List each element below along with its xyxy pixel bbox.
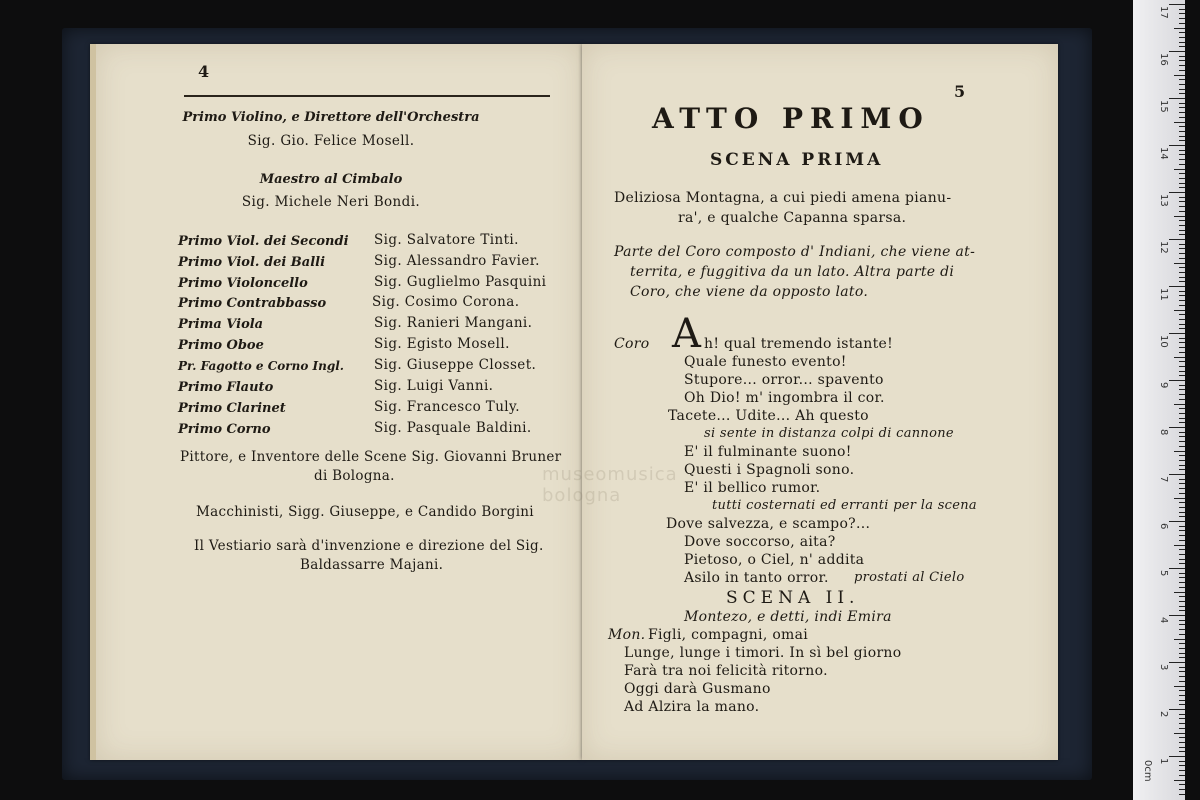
ruler-tick [1179, 136, 1185, 137]
ruler-tick [1179, 643, 1185, 644]
ruler-tick [1169, 98, 1185, 99]
roster-name: Sig. Alessandro Favier. [374, 253, 540, 269]
ruler-tick [1179, 234, 1185, 235]
ruler-tick [1179, 244, 1185, 245]
ruler-tick [1179, 258, 1185, 259]
ruler-tick [1179, 465, 1185, 466]
painter-credit-line2: di Bologna. [314, 468, 395, 484]
ruler-tick [1179, 107, 1185, 108]
ruler-tick [1179, 653, 1185, 654]
ruler-tick [1179, 667, 1185, 668]
ruler-tick [1179, 361, 1185, 362]
ruler-number: 6 [1158, 523, 1169, 530]
ruler-tick [1174, 780, 1185, 781]
act-title: ATTO PRIMO [652, 102, 930, 135]
ruler-tick [1179, 540, 1185, 541]
ruler-tick [1179, 385, 1185, 386]
verse-line: Dove soccorso, aita? [684, 534, 836, 550]
ruler-tick [1179, 441, 1185, 442]
ruler-tick [1179, 352, 1185, 353]
roster-role: Primo Oboe [178, 338, 264, 353]
ruler-tick [1179, 751, 1185, 752]
ruler-tick [1179, 23, 1185, 24]
ruler-tick [1179, 131, 1185, 132]
ruler-tick [1179, 610, 1185, 611]
ruler-number: 3 [1158, 664, 1169, 671]
ruler-tick [1179, 314, 1185, 315]
roster-name: Sig. Egisto Mosell. [374, 336, 510, 352]
ruler-tick [1179, 737, 1185, 738]
verse-line: Dove salvezza, e scampo?... [666, 516, 871, 532]
ruler-tick [1179, 183, 1185, 184]
ruler-tick [1179, 714, 1185, 715]
ruler-tick [1179, 582, 1185, 583]
ruler-tick [1179, 338, 1185, 339]
ruler-tick [1179, 154, 1185, 155]
ruler-tick [1179, 718, 1185, 719]
ruler-tick [1179, 399, 1185, 400]
roster-role: Primo Viol. dei Balli [178, 255, 326, 270]
left-page [90, 44, 582, 760]
ruler-tick [1179, 634, 1185, 635]
ruler-tick [1179, 342, 1185, 343]
ruler-tick [1179, 436, 1185, 437]
museum-watermark: museomusica bologna [542, 464, 678, 506]
ruler-tick [1179, 126, 1185, 127]
stage-direction: prostati al Cielo [854, 570, 965, 585]
roster-name: Sig. Luigi Vanni. [374, 378, 494, 394]
orchestra-director-role: Primo Violino, e Direttore dell'Orchestra [182, 110, 480, 125]
ruler-tick [1179, 328, 1185, 329]
ruler-number: 9 [1158, 382, 1169, 389]
ruler-number: 17 [1158, 6, 1169, 19]
ruler-number: 8 [1158, 429, 1169, 436]
ruler-tick [1179, 728, 1185, 729]
ruler-tick [1169, 662, 1185, 663]
ruler-tick [1179, 460, 1185, 461]
ruler-tick [1179, 516, 1185, 517]
ruler-number: 4 [1158, 617, 1169, 624]
ruler-tick [1179, 89, 1185, 90]
stage-direction: si sente in distanza colpi di cannone [704, 426, 954, 441]
ruler-tick [1179, 295, 1185, 296]
ruler-tick [1179, 366, 1185, 367]
measuring-ruler [1133, 0, 1185, 800]
ruler-tick [1174, 310, 1185, 311]
ruler-tick [1179, 549, 1185, 550]
ruler-tick [1179, 526, 1185, 527]
roster-name: Sig. Guglielmo Pasquini [374, 274, 547, 290]
ruler-tick [1169, 709, 1185, 710]
maestro-name: Sig. Michele Neri Bondi. [241, 194, 421, 210]
ruler-tick [1179, 624, 1185, 625]
roster-role: Pr. Fagotto e Corno Ingl. [178, 359, 344, 373]
verse-line: Stupore... orror... spavento [684, 372, 884, 388]
ruler-tick [1179, 493, 1185, 494]
ruler-tick [1174, 733, 1185, 734]
ruler-tick [1179, 272, 1185, 273]
ruler-number: 5 [1158, 570, 1169, 577]
ruler-tick [1179, 789, 1185, 790]
ruler-tick [1179, 277, 1185, 278]
costume-credit-line1: Il Vestiario sarà d'invenzione e direzione del Sig. [194, 538, 544, 554]
ruler-tick [1179, 117, 1185, 118]
ruler-number: 10 [1158, 335, 1169, 348]
ruler-tick [1179, 455, 1185, 456]
ruler-number: 15 [1158, 100, 1169, 113]
ruler-tick [1169, 145, 1185, 146]
roster-role: Primo Viol. dei Secondi [178, 234, 349, 249]
verse-line: Farà tra noi felicità ritorno. [624, 663, 828, 679]
ruler-tick [1174, 75, 1185, 76]
verse-line: Oggi darà Gusmano [624, 681, 771, 697]
roster-name: Sig. Ranieri Mangani. [374, 315, 533, 331]
ruler-tick [1174, 216, 1185, 217]
setting-line1: Deliziosa Montagna, a cui piedi amena pianu- [614, 190, 952, 206]
ruler-tick [1179, 432, 1185, 433]
roster-name: Sig. Pasquale Baldini. [374, 420, 532, 436]
setting-line2: ra', e qualche Capanna sparsa. [678, 210, 907, 226]
ruler-tick [1179, 150, 1185, 151]
ruler-tick [1179, 211, 1185, 212]
ruler-tick [1179, 488, 1185, 489]
ruler-tick [1179, 507, 1185, 508]
ruler-tick [1174, 451, 1185, 452]
verse-line: Asilo in tanto orror. [684, 570, 829, 586]
ruler-tick [1169, 286, 1185, 287]
header-rule [184, 95, 550, 97]
ruler-tick [1179, 394, 1185, 395]
scene-title: SCENA PRIMA [710, 150, 884, 170]
ruler-tick [1179, 770, 1185, 771]
ruler-tick [1179, 37, 1185, 38]
speaker-mon: Mon. [608, 627, 646, 643]
ruler-tick [1179, 446, 1185, 447]
stage-direction-line1: Parte del Coro composto d' Indiani, che viene at- [614, 244, 976, 260]
ruler-number: 11 [1158, 288, 1169, 301]
ruler-tick [1174, 639, 1185, 640]
ruler-tick [1179, 103, 1185, 104]
ruler-tick [1179, 657, 1185, 658]
ruler-number: 13 [1158, 194, 1169, 207]
ruler-tick [1174, 169, 1185, 170]
ruler-tick [1179, 164, 1185, 165]
ruler-tick [1179, 794, 1185, 795]
ruler-tick [1174, 404, 1185, 405]
ruler-tick [1179, 761, 1185, 762]
roster-name: Sig. Cosimo Corona. [372, 294, 520, 310]
ruler-tick [1179, 747, 1185, 748]
roster-role: Primo Corno [178, 422, 271, 437]
ruler-tick [1179, 765, 1185, 766]
ruler-tick [1179, 206, 1185, 207]
ruler-tick [1179, 159, 1185, 160]
ruler-tick [1179, 676, 1185, 677]
ruler-tick [1174, 28, 1185, 29]
ruler-tick [1179, 324, 1185, 325]
ruler-tick [1179, 601, 1185, 602]
speaker-coro: Coro [614, 336, 650, 352]
verse-line: Oh Dio! m' ingombra il cor. [684, 390, 885, 406]
verse-line: Lunge, lunge i timori. In sì bel giorno [624, 645, 902, 661]
orchestra-director-name: Sig. Gio. Felice Mosell. [247, 133, 415, 149]
page-number: 4 [198, 62, 210, 81]
costume-credit-line2: Baldassarre Majani. [300, 557, 444, 573]
ruler-number: 7 [1158, 476, 1169, 483]
ruler-tick [1179, 502, 1185, 503]
ruler-tick [1179, 201, 1185, 202]
ruler-tick [1179, 300, 1185, 301]
ruler-number: 2 [1158, 711, 1169, 718]
ruler-tick [1179, 530, 1185, 531]
ruler-tick [1179, 84, 1185, 85]
ruler-tick [1174, 357, 1185, 358]
ruler-tick [1174, 545, 1185, 546]
verse-line: Quale funesto evento! [684, 354, 847, 370]
ruler-tick [1179, 563, 1185, 564]
stage-direction: tutti costernati ed erranti per la scena [712, 498, 977, 513]
verse-line: Figli, compagni, omai [648, 627, 809, 643]
verse-line: h! qual tremendo istante! [704, 336, 894, 352]
ruler-tick [1179, 577, 1185, 578]
page-number: 5 [954, 82, 966, 101]
ruler-tick [1179, 587, 1185, 588]
ruler-tick [1179, 140, 1185, 141]
ruler-tick [1179, 784, 1185, 785]
ruler-number: 12 [1158, 241, 1169, 254]
ruler-tick [1179, 70, 1185, 71]
stage-direction-line3: Coro, che viene da opposto lato. [630, 284, 869, 300]
ruler-tick [1179, 9, 1185, 10]
ruler-tick [1179, 559, 1185, 560]
ruler-tick [1179, 413, 1185, 414]
ruler-tick [1179, 291, 1185, 292]
ruler-tick [1179, 187, 1185, 188]
ruler-tick [1179, 220, 1185, 221]
ruler-tick [1169, 521, 1185, 522]
verse-line: Ad Alzira la mano. [624, 699, 760, 715]
ruler-tick [1169, 380, 1185, 381]
ruler-tick [1179, 56, 1185, 57]
verse-line: E' il bellico rumor. [684, 480, 821, 496]
ruler-tick [1179, 483, 1185, 484]
ruler-tick [1179, 178, 1185, 179]
ruler-tick [1179, 573, 1185, 574]
ruler-tick [1179, 65, 1185, 66]
painter-credit-line1: Pittore, e Inventore delle Scene Sig. Giovanni Bruner [180, 449, 562, 465]
verse-line: Pietoso, o Ciel, n' addita [684, 552, 865, 568]
ruler-tick [1179, 248, 1185, 249]
ruler-tick [1174, 592, 1185, 593]
ruler-tick [1179, 42, 1185, 43]
roster-name: Sig. Giuseppe Closset. [374, 357, 537, 373]
ruler-number: 16 [1158, 53, 1169, 66]
ruler-tick [1169, 756, 1185, 757]
ruler-tick [1179, 197, 1185, 198]
ruler-unit-label: 0cm [1142, 760, 1153, 782]
roster-role: Primo Flauto [178, 380, 274, 395]
ruler-tick [1179, 13, 1185, 14]
ruler-tick [1174, 686, 1185, 687]
ruler-tick [1179, 281, 1185, 282]
roster-role: Primo Clarinet [178, 401, 286, 416]
ruler-tick [1179, 225, 1185, 226]
ruler-tick [1179, 671, 1185, 672]
ruler-tick [1174, 263, 1185, 264]
ruler-tick [1179, 319, 1185, 320]
roster-name: Sig. Salvatore Tinti. [374, 232, 519, 248]
ruler-tick [1179, 620, 1185, 621]
ruler-tick [1179, 723, 1185, 724]
verse-line: Tacete... Udite... Ah questo [668, 408, 869, 424]
drop-cap: A [672, 311, 701, 357]
ruler-tick [1179, 704, 1185, 705]
ruler-tick [1179, 648, 1185, 649]
ruler-tick [1179, 371, 1185, 372]
ruler-tick [1179, 418, 1185, 419]
roster-name: Sig. Francesco Tuly. [374, 399, 520, 415]
ruler-tick [1179, 347, 1185, 348]
ruler-tick [1179, 512, 1185, 513]
ruler-tick [1179, 596, 1185, 597]
ruler-number: 14 [1158, 147, 1169, 160]
ruler-tick [1179, 535, 1185, 536]
verse-line: Questi i Spagnoli sono. [684, 462, 855, 478]
ruler-tick [1179, 606, 1185, 607]
roster-role: Primo Contrabbasso [178, 296, 327, 311]
ruler-tick [1179, 60, 1185, 61]
ruler-tick [1169, 615, 1185, 616]
machinists-credit: Macchinisti, Sigg. Giuseppe, e Candido Borgini [196, 504, 534, 520]
ruler-tick [1179, 305, 1185, 306]
ruler-tick [1179, 681, 1185, 682]
ruler-tick [1179, 700, 1185, 701]
ruler-number: 1 [1158, 758, 1169, 765]
ruler-tick [1179, 695, 1185, 696]
ruler-tick [1169, 474, 1185, 475]
ruler-tick [1179, 32, 1185, 33]
ruler-tick [1179, 93, 1185, 94]
scene-2-title: SCENA II. [726, 588, 860, 608]
ruler-tick [1179, 629, 1185, 630]
ruler-tick [1179, 112, 1185, 113]
ruler-tick [1179, 173, 1185, 174]
ruler-tick [1179, 469, 1185, 470]
ruler-tick [1179, 479, 1185, 480]
ruler-tick [1179, 375, 1185, 376]
ruler-tick [1179, 253, 1185, 254]
maestro-role: Maestro al Cimbalo [259, 172, 403, 187]
ruler-tick [1169, 192, 1185, 193]
ruler-tick [1179, 79, 1185, 80]
ruler-tick [1179, 775, 1185, 776]
ruler-tick [1179, 742, 1185, 743]
ruler-tick [1179, 554, 1185, 555]
roster-role: Prima Viola [178, 317, 264, 332]
ruler-tick [1169, 239, 1185, 240]
ruler-tick [1169, 51, 1185, 52]
right-page [542, 44, 1058, 760]
verse-line: E' il fulminante suono! [684, 444, 852, 460]
ruler-tick [1179, 46, 1185, 47]
stage-direction-line2: territa, e fuggitiva da un lato. Altra parte di [630, 264, 955, 280]
ruler-tick [1179, 690, 1185, 691]
ruler-tick [1169, 4, 1185, 5]
ruler-tick [1179, 267, 1185, 268]
ruler-tick [1174, 498, 1185, 499]
ruler-tick [1169, 568, 1185, 569]
ruler-tick [1179, 408, 1185, 409]
ruler-tick [1179, 18, 1185, 19]
ruler-tick [1179, 389, 1185, 390]
ruler-tick [1169, 333, 1185, 334]
ruler-tick [1179, 230, 1185, 231]
roster-role: Primo Violoncello [178, 276, 308, 291]
ruler-tick [1169, 427, 1185, 428]
ruler-tick [1174, 122, 1185, 123]
scene-2-direction: Montezo, e detti, indi Emira [684, 609, 892, 625]
ruler-tick [1179, 422, 1185, 423]
